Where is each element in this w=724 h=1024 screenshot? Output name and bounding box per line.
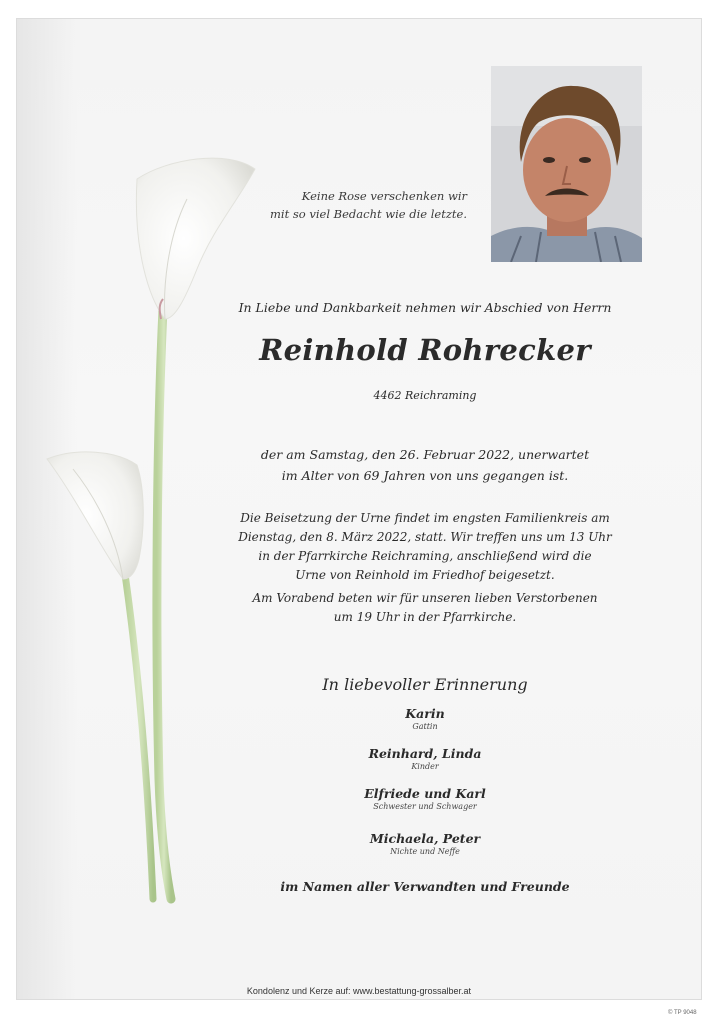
deceased-place: 4462 Reichraming <box>373 389 477 402</box>
mourner-name: Karin <box>405 706 445 721</box>
mourner-entry <box>231 706 619 731</box>
template-code: © TP 9048 <box>668 1010 697 1016</box>
funeral-line-4: Urne von Reinhold im Friedhof beigesetzt. <box>295 568 555 582</box>
deceased-name: Reinhold Rohrecker <box>259 333 591 367</box>
mourner-relation: Nichte und Neffe <box>390 847 460 856</box>
mourner-entry <box>231 831 619 856</box>
death-notice-line-2: im Alter von 69 Jahren von uns gegangen ist. <box>281 468 569 483</box>
condolence-footer: Kondolenz und Kerze auf: www.bestattung-grossalber.at <box>246 986 472 996</box>
memory-heading: In liebevoller Erinnerung <box>322 675 528 694</box>
mourner-entry <box>231 786 619 811</box>
quote-line-1: Keine Rose verschenken wir <box>301 189 467 203</box>
lower-lily-flower <box>47 452 143 579</box>
death-notice-line-1: der am Samstag, den 26. Februar 2022, unerwartet <box>260 447 590 462</box>
obituary-card <box>16 18 702 1000</box>
mourner-name: Michaela, Peter <box>369 831 481 846</box>
mourner-relation: Schwester und Schwager <box>373 802 477 811</box>
mourner-name: Reinhard, Linda <box>368 746 482 761</box>
mourner-name: Elfriede und Karl <box>364 786 486 801</box>
mourner-relation: Gattin <box>412 722 438 731</box>
top-lily-flower <box>136 158 255 319</box>
portrait-image <box>491 66 642 262</box>
prayer-details <box>231 589 619 627</box>
funeral-line-3: in der Pfarrkirche Reichraming, anschließend wird die <box>258 549 592 563</box>
prayer-line-1: Am Vorabend beten wir für unseren lieben Verstorbenen <box>252 591 598 605</box>
death-notice <box>231 444 619 486</box>
short-stem <box>125 574 153 899</box>
farewell-intro: In Liebe und Dankbarkeit nehmen wir Abschied von Herrn <box>238 300 612 315</box>
funeral-line-2: Dienstag, den 8. März 2022, statt. Wir treffen uns um 13 Uhr <box>238 530 612 544</box>
prayer-line-2: um 19 Uhr in der Pfarrkirche. <box>333 610 517 624</box>
portrait-photo <box>491 66 642 262</box>
funeral-line-1: Die Beisetzung der Urne findet im engsten Familienkreis am <box>240 511 610 525</box>
quote-line-2: mit so viel Bedacht wie die letzte. <box>270 207 467 221</box>
tall-stem <box>157 309 171 899</box>
quote <box>247 187 467 223</box>
mourner-entry <box>231 746 619 771</box>
mourner-relation: Kinder <box>411 762 439 771</box>
funeral-details <box>231 509 619 585</box>
closing-line: im Namen aller Verwandten und Freunde <box>280 879 570 894</box>
